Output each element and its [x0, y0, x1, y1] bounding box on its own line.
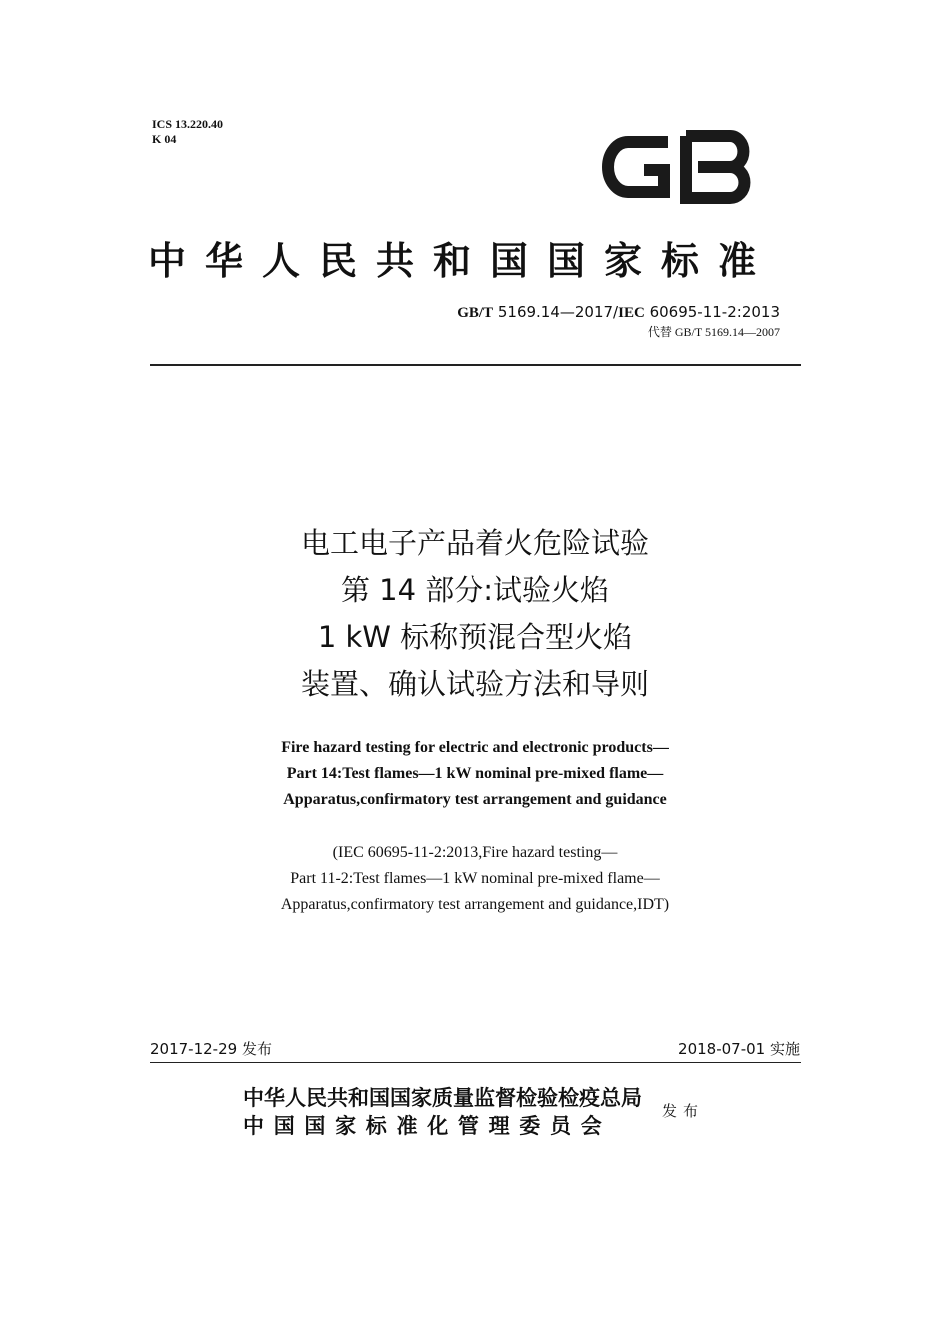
iec-reference-line-1: (IEC 60695-11-2:2013,Fire hazard testing—	[332, 844, 618, 861]
bottom-divider	[150, 1062, 801, 1063]
iec-prefix: IEC	[618, 305, 645, 321]
publish-label: 发布	[662, 1102, 705, 1120]
issuer-line-1: 中华人民共和国国家质量监督检验检疫总局	[243, 1086, 642, 1110]
issuer-line-2: 中国国家标准化管理委员会	[243, 1114, 612, 1138]
gb-logo	[598, 126, 758, 208]
logo-letter-g	[608, 142, 668, 192]
issuing-authorities	[243, 1084, 642, 1140]
standard-number	[457, 303, 780, 322]
chinese-title-line-2: 第 14 部分:试验火焰	[340, 573, 610, 607]
standard-number-value: 5169.14—2017/	[497, 303, 619, 321]
ics-code: ICS 13.220.40	[152, 117, 224, 131]
logo-letter-b	[686, 136, 744, 198]
chinese-title-line-4: 装置、确认试验方法和导则	[300, 667, 649, 701]
english-title	[0, 735, 950, 813]
chinese-title-line-1: 电工电子产品着火危险试验	[300, 526, 649, 560]
classification-codes	[152, 117, 223, 147]
standard-prefix: GB/T	[457, 305, 494, 321]
implementation-date: 2018-07-01 实施	[678, 1040, 800, 1058]
publication-date: 2017-12-29 发布	[150, 1040, 272, 1058]
chinese-title	[0, 520, 950, 708]
national-standard-title: 中华人民共和国国家标准	[148, 239, 776, 283]
iec-reference-line-3: Apparatus,confirmatory test arrangement and guidance,IDT)	[280, 896, 670, 913]
iec-number: 60695-11-2:2013	[649, 303, 780, 321]
english-title-line-1: Fire hazard testing for electric and electronic products—	[281, 739, 669, 756]
iec-reference	[0, 840, 950, 918]
top-divider	[150, 364, 801, 366]
english-title-line-3: Apparatus,confirmatory test arrangement and guidance	[283, 791, 667, 808]
iec-reference-line-2: Part 11-2:Test flames—1 kW nominal pre-mixed flame—	[290, 870, 660, 887]
chinese-title-line-3: 1 kW 标称预混合型火焰	[317, 620, 633, 654]
replaces-note: 代替 GB/T 5169.14—2007	[647, 325, 780, 339]
ccs-code: K 04	[152, 132, 177, 146]
english-title-line-2: Part 14:Test flames—1 kW nominal pre-mixed flame—	[286, 765, 664, 782]
